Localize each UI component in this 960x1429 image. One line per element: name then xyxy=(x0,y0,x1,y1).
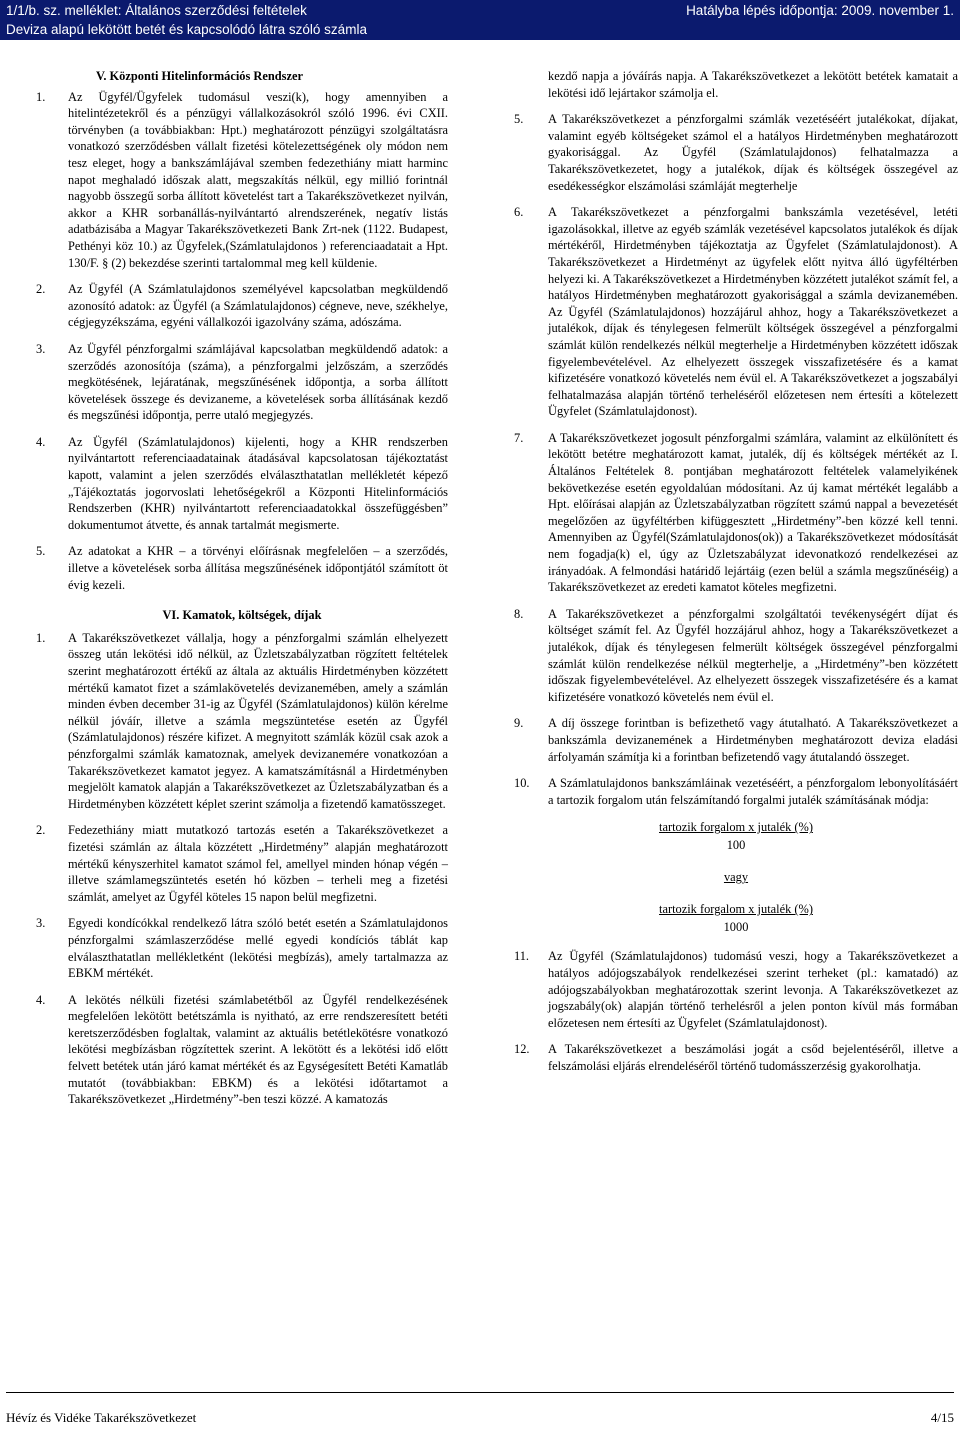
section-vi-item-8 xyxy=(514,606,958,706)
formula-or: vagy xyxy=(723,870,749,885)
item-text: A Számlatulajdonos bankszámláinak vezetéséért, a pénzforgalom lebonyolításáért a tartozik forgalom után felszámítandó forgalmi jutalék számításának módja: xyxy=(548,776,958,807)
item-number: 4. xyxy=(36,434,46,449)
section-vi-item-9 xyxy=(514,715,958,765)
item-number: 5. xyxy=(514,112,524,127)
footer-institution: Hévíz és Vidéke Takarékszövetkezet xyxy=(6,1410,197,1425)
formula-numerator-2: tartozik forgalom x jutalék (%) xyxy=(659,902,813,917)
item-number: 8. xyxy=(514,606,524,621)
section-vi-item-2 xyxy=(36,822,448,905)
section-vi-item-7 xyxy=(514,430,958,596)
section-v-item-3 xyxy=(36,341,448,424)
section-vi-item-5 xyxy=(514,111,958,194)
item-text: A Takarékszövetkezet vállalja, hogy a pénzforgalmi számlán elhelyezett összeg után lekötési idő nélkül, az Üzletszabályzatban rögzített feltételek szerint meghatározott értékű az általa az aktuális Hirdetményben közzétett mértékű kamatot fizet a számlakövetelés devizanemében, amely a számlán minden évben december 31-ig az Ügyfél (Számlatulajdonos) külön kérelme nélkül jóváír, illetve a számla megszüntetése esetén az Ügyfél (Számlatulajdonos) részére kifizet. A megnyitott számlák közül csak azok a pénzforgalmi számlák kamatoznak, amelyek devizanemére vonatkozóan a Takarékszövetkezet kamatot jegyez. A kamatszámításnál a Hirdetményben megjelölt kamatok alapján a Takarékszövetkezet az Üzletszabályzatban és a Hirdetményben közzétett képlet szerint számolja a fizetendő kamatösszeget. xyxy=(68,630,448,811)
item-text: Az Ügyfél (Számlatulajdonos) kijelenti, hogy a KHR rendszerben nyilvántartott referenciaadatainak átadásával kapcsolatosan tájékoztatást kapott, valamint a jelen szerződés elválaszthatatlan mellékletét képező „Tájékoztatás jogorvoslati lehetőségekről a Központi Hitelinformációs Rendszerben (KHR) nyilvántartott referenciaadatokkal összefüggésben” dokumentumot átvette, és annak tartalmát megismerte. xyxy=(68,434,448,532)
item-text: Az Ügyfél (A Számlatulajdonos személyével kapcsolatban megküldendő azonosító adatok: az Ügyfél (a Számlatulajdonos) cégneve, neve, székhelye, cégjegyzékszáma, egyéni vállalkozói igazolvány száma, adószáma. xyxy=(68,282,448,330)
item-number: 6. xyxy=(514,205,524,220)
section-vi-item-11 xyxy=(514,948,958,1031)
page-number: 4/15 xyxy=(930,1410,954,1425)
item-number: 11. xyxy=(514,949,530,964)
item-number: 2. xyxy=(36,282,46,297)
section-vi-item-1 xyxy=(36,630,448,813)
right-column xyxy=(514,68,958,1085)
item-text: A Takarékszövetkezet a beszámolási jogát a csőd bejelentéséről, illetve a felszámolási eljárás elrendeléséről történő tudomásszerzésig gyakorolhatja. xyxy=(548,1042,958,1073)
item-text: A Takarékszövetkezet a pénzforgalmi bankszámla vezetésével, letéti igazolásokkal, illetve az egyéb számlák vezetésével kapcsolatos jutalékok és díjak mértékéről, Hirdetményben tájékoztatja az Ügyfelet (Számlatulajdonost). A Takarékszövetkezet a Hirdetményt az ügyfelek előtt nyitva álló ügyféltérben helyezi ki. A Takarékszövetkezet a Hirdetményben közzétett jutalékot számít fel, a hatályos Hirdetményben meghatározott gyakorisággal a számla devizanemében. Az Ügyfél (Számlatulajdonos) hozzájárul ahhoz, hogy a Takarékszövetkezet a jutalékok, díjak és ténylegesen felmerült költségek összegével a pénzforgalmi számlát külön rendelkezés nélkül megterhelje a Hirdetményben közzétett időszak figyelembevételével. Az elhelyezett összegek visszafizetésére és a kamat kifizetésére vonatkozó követelés nem évül el. A Takarékszövetkezet a jogszabályi felhatalmazása alapján történő terheléséről előzetesen nem értesíti a kötelezett Ügyfelet (Számlatulajdonost). xyxy=(548,205,958,419)
item-number: 3. xyxy=(36,916,46,931)
item-text: A Takarékszövetkezet a pénzforgalmi szolgáltatói tevékenységért díjat és költséget számít fel. Az Ügyfél hozzájárul ahhoz, hogy a Takarékszövetkezet a jutalékok, díjak és ténylegesen felmerült költségek összegével pénzforgalmi számlát külön rendelkezése nélkül megterhelje, a „Hirdetmény”-ben közzétett időszak figyelembevételével. Az elhelyezett összegek visszafizetésére és a kamat kifizetésére vonatkozó követelés nem évül el. xyxy=(548,606,958,704)
header-effective-date: Hatályba lépés időpontja: 2009. november 1. xyxy=(686,3,954,18)
item-number: 10. xyxy=(514,776,530,791)
continuation-paragraph: kezdő napja a jóváírás napja. A Takarékszövetkezet a lekötött betétek kamatait a lekötési idő lejártakor számolja el. xyxy=(548,69,958,100)
item-number: 1. xyxy=(36,630,46,645)
item-number: 3. xyxy=(36,341,46,356)
item-number: 9. xyxy=(514,716,524,731)
formula-denominator-1: 100 xyxy=(726,838,746,853)
item-text: Az adatokat a KHR – a törvényi előírásnak megfelelően – a szerződés, illetve a követelések sorba állítása megszűnésének időpontjától számított öt évig kezeli. xyxy=(68,544,448,592)
section-v-item-1 xyxy=(36,89,448,272)
item-number: 2. xyxy=(36,823,46,838)
section-vi-item-4 xyxy=(36,992,448,1108)
section-vi-item-6 xyxy=(514,204,958,420)
item-text: A díj összege forintban is befizethető vagy átutalható. A Takarékszövetkezet a bankszámla devizanemének a Hirdetményben meghatározott deviza eladási árfolyamán számítja ki a forintban befizetendő vagy átutalandó összeget. xyxy=(548,716,958,764)
item-number: 12. xyxy=(514,1042,530,1057)
item-text: Az Ügyfél pénzforgalmi számlájával kapcsolatban megküldendő adatok: a szerződés azonosítója (száma), a pénzforgalmi jelzőszám, a szerződés megkötésének, lejáratának, megszűnésének időpontja, a sorba állított követelések összege és devizaneme, a követelések sorba állításának kezdő és megszűnési időpontja, perre utaló megjegyzés. xyxy=(68,341,448,423)
item-text: Egyedi kondícókkal rendelkező látra szóló betét esetén a Számlatulajdonos pénzforgalmi számlaszerződése mellé egyedi kondíciós táblát kap elválaszthatatlan mellékletként (lekötési megbízás), amely tartalmazza az EBKM mértékét. xyxy=(68,916,448,981)
item-number: 1. xyxy=(36,89,46,104)
item-text: A Takarékszövetkezet a pénzforgalmi számlák vezetéséért jutalékokat, díjakat, valamint egyéb költségeket számol el a hatályos Hirdetményben meghatározott gyakorisággal. Az Ügyfél (Számlatulajdonos) felhatalmazza a Takarékszövetkezetet, hogy a jutalékok, díjak és költségek összegével az esedékességkor elszámolási számláját megterhelje xyxy=(548,112,958,193)
section-v-item-4 xyxy=(36,434,448,534)
header-subtitle: Deviza alapú lekötött betét és kapcsolódó látra szóló számla xyxy=(6,22,367,37)
document-footer xyxy=(0,1388,960,1429)
section-v-title: V. Központi Hitelinformációs Rendszer xyxy=(96,69,303,83)
item-text: A lekötés nélküli fizetési számlabetétből az Ügyfél rendelkezésének megfelelően lekötött betétszámla is nyitható, az erre rendszeresített betéti keretszerződésben foglaltak, valamint az aktuális betétlekötésre vonatkozó lekötési megbízásban rögzítettek szerint. A lekötött és a lekötési idő előtt felvett betétek után járó kamat mértékét és az Egységesített Betéti Kamatláb mutatót (továbbiakban: EBKM) és a lekötési időtartamot a Takarékszövetkezet „Hirdetmény”-ben teszi közzé. A kamatozás xyxy=(68,992,448,1107)
footer-divider xyxy=(6,1392,954,1393)
section-vi-item-3 xyxy=(36,915,448,981)
header-title: 1/1/b. sz. melléklet: Általános szerződési feltételek xyxy=(6,3,307,18)
formula-denominator-2: 1000 xyxy=(723,920,749,935)
item-number: 7. xyxy=(514,430,524,445)
left-column xyxy=(36,68,448,1118)
item-text: Az Ügyfél (Számlatulajdonos) tudomású veszi, hogy a Takarékszövetkezet a hatályos adójogszabályok rendelkezései szerint terheket (pl.: kamatadó) az adójogszabályokban meghatározottak szerint levonja. A Takarékszövetkezet az jogszabály(ok) alapján történő terhelésről a jelen ponton kívül más formában előzetesen nem értesíti az Ügyfelet (Számlatulajdonost). xyxy=(548,949,958,1030)
item-number: 4. xyxy=(36,992,46,1007)
document-header xyxy=(0,0,960,40)
section-vi-title: VI. Kamatok, költségek, díjak xyxy=(162,608,322,623)
section-v-item-5 xyxy=(36,543,448,593)
section-vi-item-12 xyxy=(514,1041,958,1074)
section-v-item-2 xyxy=(36,281,448,331)
item-text: A Takarékszövetkezet jogosult pénzforgalmi számlára, valamint az elkülönített és lekötött betétre meghatározott kamat, jutalék, díj és költségek mértékét az I. Általános Feltételek 8. pontjában meghatározott feltételek valamelyikének bekövetkezése esetén egyoldalúan módosítani. Az új kamat mértékét legalább a Hpt. előírásai alapján az Üzletszabályzatban rögzített számú nappal a bevezetését megelőzően az ügyféltérben kifüggesztett „Hirdetmény”-ben közzé kell tenni. Amennyiben az Ügyfél(Számlatulajdonos(ok)) a Takarékszövetkezet módosítását nem fogadja(k) el, úgy az Üzletszabályzat idevonatkozó rendelkezései az irányadóak. A felmondási határidő lejártáig (ezen belül a számla megszűnéséig) a Takarékszövetkezet az eredeti kamatot köteles megfizetni. xyxy=(548,430,958,595)
item-text: Az Ügyfél/Ügyfelek tudomásul veszi(k), hogy amennyiben a hitelintézetekről és a pénzügyi vállalkozásokról szóló 1996. évi CXII. törvényben (a továbbiakban: Hpt.) meghatározott pénzügyi szolgáltatásra vonatkozó szerződésben vállalt fizetési kötelezettségének oly módon nem tesz eleget, hogy a bankszámlájával szemben fedezethiány miatt harminc napot meghaladó időszak alatt, megszakítás nélkül, egy millió forintnál nagyobb összegű sorba állított követelést tart a Takarékszövetkezet nyilván, akkor a KHR sorbanállás-nyilvántartó alrendszerének, negatív listás adatbázisába a Magyar Takarékszövetkezeti Bank Zrt-nek (1122. Budapest, Pethényi köz 10.) az Ügyfelek,(Számlatulajdonos ) referenciaadatait a Hpt. 130/F. § (2) bekezdése szerinti tartalommal meg kell küldenie. xyxy=(68,89,448,270)
formula-numerator-1: tartozik forgalom x jutalék (%) xyxy=(659,820,813,835)
commission-formula xyxy=(514,818,958,936)
item-number: 5. xyxy=(36,544,46,559)
section-vi-item-10 xyxy=(514,775,958,808)
item-text: Fedezethiány miatt mutatkozó tartozás esetén a Takarékszövetkezet a fizetési számlán az általa közzétett „Hirdetmény” alapján meghatározott mértékű kényszerhitel kamatot számol fel, amellyel minden hónap végén – illetve számlamegszüntetés esetén hó közben – terheli meg a fizetési számlát, amelyet az Ügyfél köteles 15 napon belül megfizetni. xyxy=(68,823,448,904)
